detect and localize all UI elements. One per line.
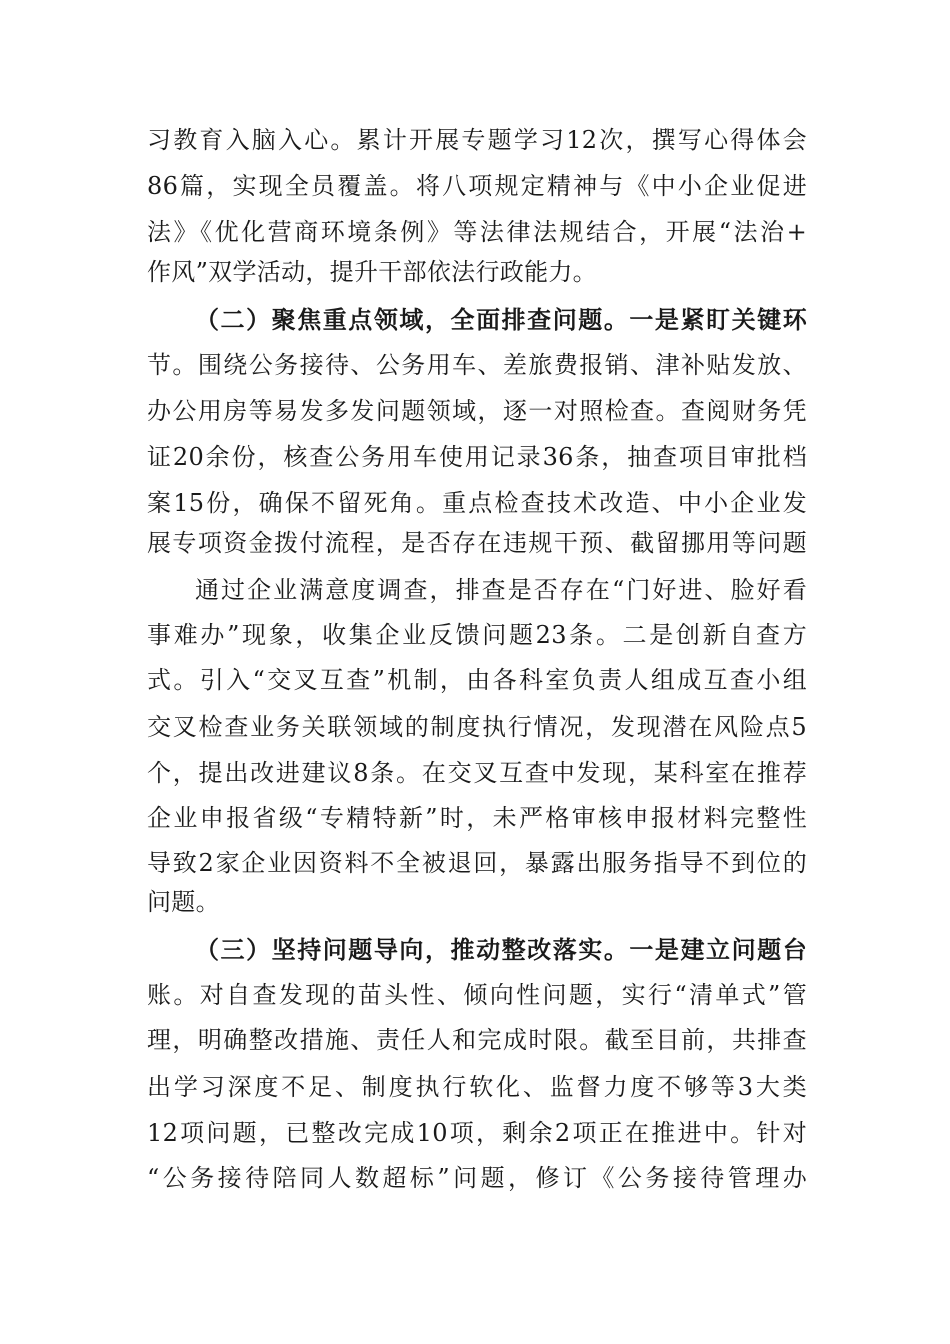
text-line: 证20余份，核查公务用车使用记录36条，抽查项目审批档 xyxy=(147,443,807,471)
text-line: 导致2家企业因资料不全被退回，暴露出服务指导不到位的 xyxy=(147,849,807,877)
text-line: 式。引入“交叉互查”机制，由各科室负责人组成互查小组 xyxy=(147,666,807,694)
text-line: 理，明确整改措施、责任人和完成时限。截至目前，共排查 xyxy=(147,1026,807,1054)
text-line: 办公用房等易发多发问题领域，逐一对照检查。查阅财务凭 xyxy=(147,397,807,425)
text-line: 交叉检查业务关联领域的制度执行情况，发现潜在风险点5 xyxy=(147,713,807,741)
text-line: 12项问题，已整改完成10项，剩余2项正在推进中。针对 xyxy=(147,1119,807,1147)
text-line: 节。围绕公务接待、公务用车、差旅费报销、津补贴发放、 xyxy=(147,351,807,379)
text-line: 账。对自查发现的苗头性、倾向性问题，实行“清单式”管 xyxy=(147,981,807,1009)
text-line: 86篇，实现全员覆盖。将八项规定精神与《中小企业促进 xyxy=(147,172,807,200)
text-line: 企业申报省级“专精特新”时，未严格审核申报材料完整性 xyxy=(147,804,807,832)
text-line: 个，提出改进建议8条。在交叉互查中发现，某科室在推荐 xyxy=(147,759,807,787)
section-heading-line: （三）坚持问题导向，推动整改落实。一是建立问题台 xyxy=(195,935,807,964)
text-line: 案15份，确保不留死角。重点检查技术改造、中小企业发 xyxy=(147,489,807,517)
text-line: 习教育入脑入心。累计开展专题学习12次，撰写心得体会 xyxy=(147,126,807,154)
text-line: 事难办”现象，收集企业反馈问题23条。二是创新自查方 xyxy=(147,621,807,649)
text-line: 问题。 xyxy=(147,888,220,916)
text-line: 法》《优化营商环境条例》等法律法规结合，开展“法治+ xyxy=(147,218,807,246)
text-line: 作风”双学活动，提升干部依法行政能力。 xyxy=(147,258,597,286)
text-line: 出学习深度不足、制度执行软化、监督力度不够等3大类 xyxy=(147,1073,807,1101)
section-heading-line: （二）聚焦重点领域，全面排查问题。一是紧盯关键环 xyxy=(195,305,807,334)
text-line: “公务接待陪同人数超标”问题，修订《公务接待管理办 xyxy=(147,1164,807,1192)
text-line: 展专项资金拨付流程，是否存在违规干预、截留挪用等问题 xyxy=(147,529,807,557)
text-line: 通过企业满意度调查，排查是否存在“门好进、脸好看 xyxy=(195,576,807,604)
